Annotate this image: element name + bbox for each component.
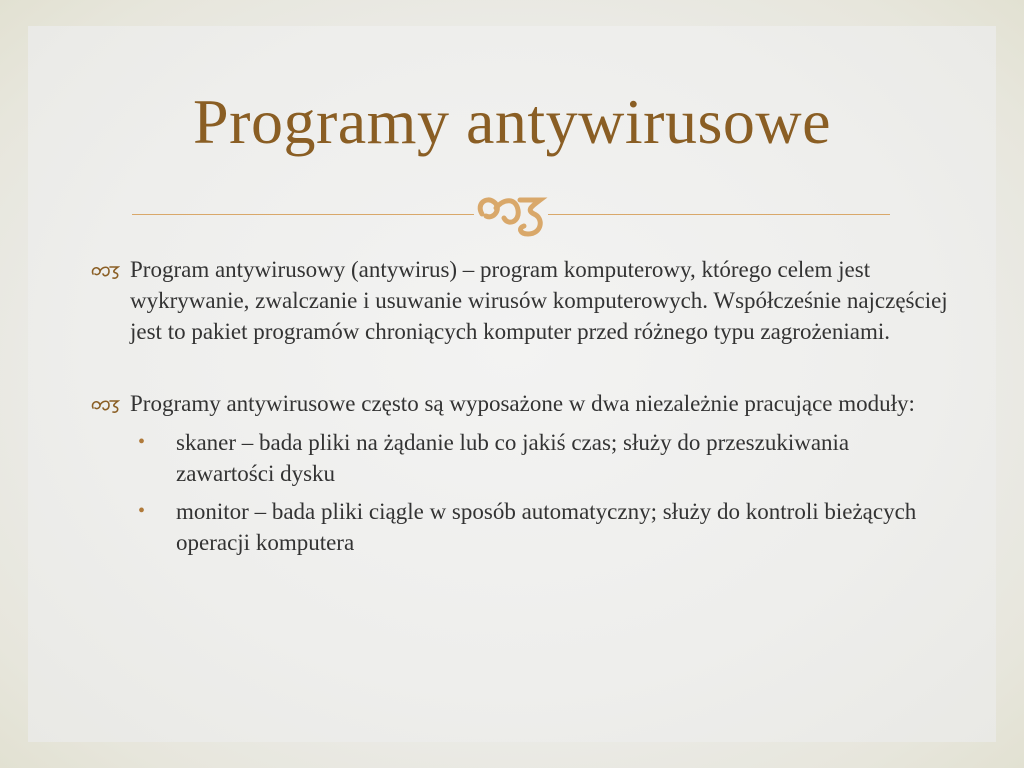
title-divider-left: [132, 214, 474, 215]
sub-bullet-text: skaner – bada pliki na żądanie lub co jakiś czas; służy do przeszukiwania zawartości dysku: [176, 430, 850, 486]
sub-bullet-marker: •: [138, 431, 146, 453]
fleuron-icon: [474, 188, 548, 242]
slide-title: Programy antywirusowe: [193, 86, 831, 157]
bullet-text: Programy antywirusowe często są wyposażone w dwa niezależnie pracujące moduły:: [130, 391, 915, 416]
sub-bullet-item: [90, 427, 950, 489]
sub-bullet-item: [90, 496, 950, 558]
bullet-text: Program antywirusowy (antywirus) – program komputerowy, którego celem jest wykrywanie, zwalczanie i usuwanie wirusów komputerowych. Współcześnie najczęściej jest to pakiet programów chroniących komputer przed różnego typu zagrożeniami.: [130, 257, 948, 344]
sub-bullet-text: monitor – bada pliki ciągle w sposób automatyczny; służy do kontroli bieżących operacji komputera: [176, 499, 917, 555]
sub-bullet-list: [90, 427, 950, 558]
curl-bullet-icon: [90, 262, 120, 280]
bullet-item: [90, 388, 950, 419]
slide-content: [90, 254, 950, 565]
curl-bullet-icon: [90, 396, 120, 414]
title-divider-right: [548, 214, 890, 215]
bullet-item: [90, 254, 950, 347]
sub-bullet-marker: •: [138, 500, 146, 522]
